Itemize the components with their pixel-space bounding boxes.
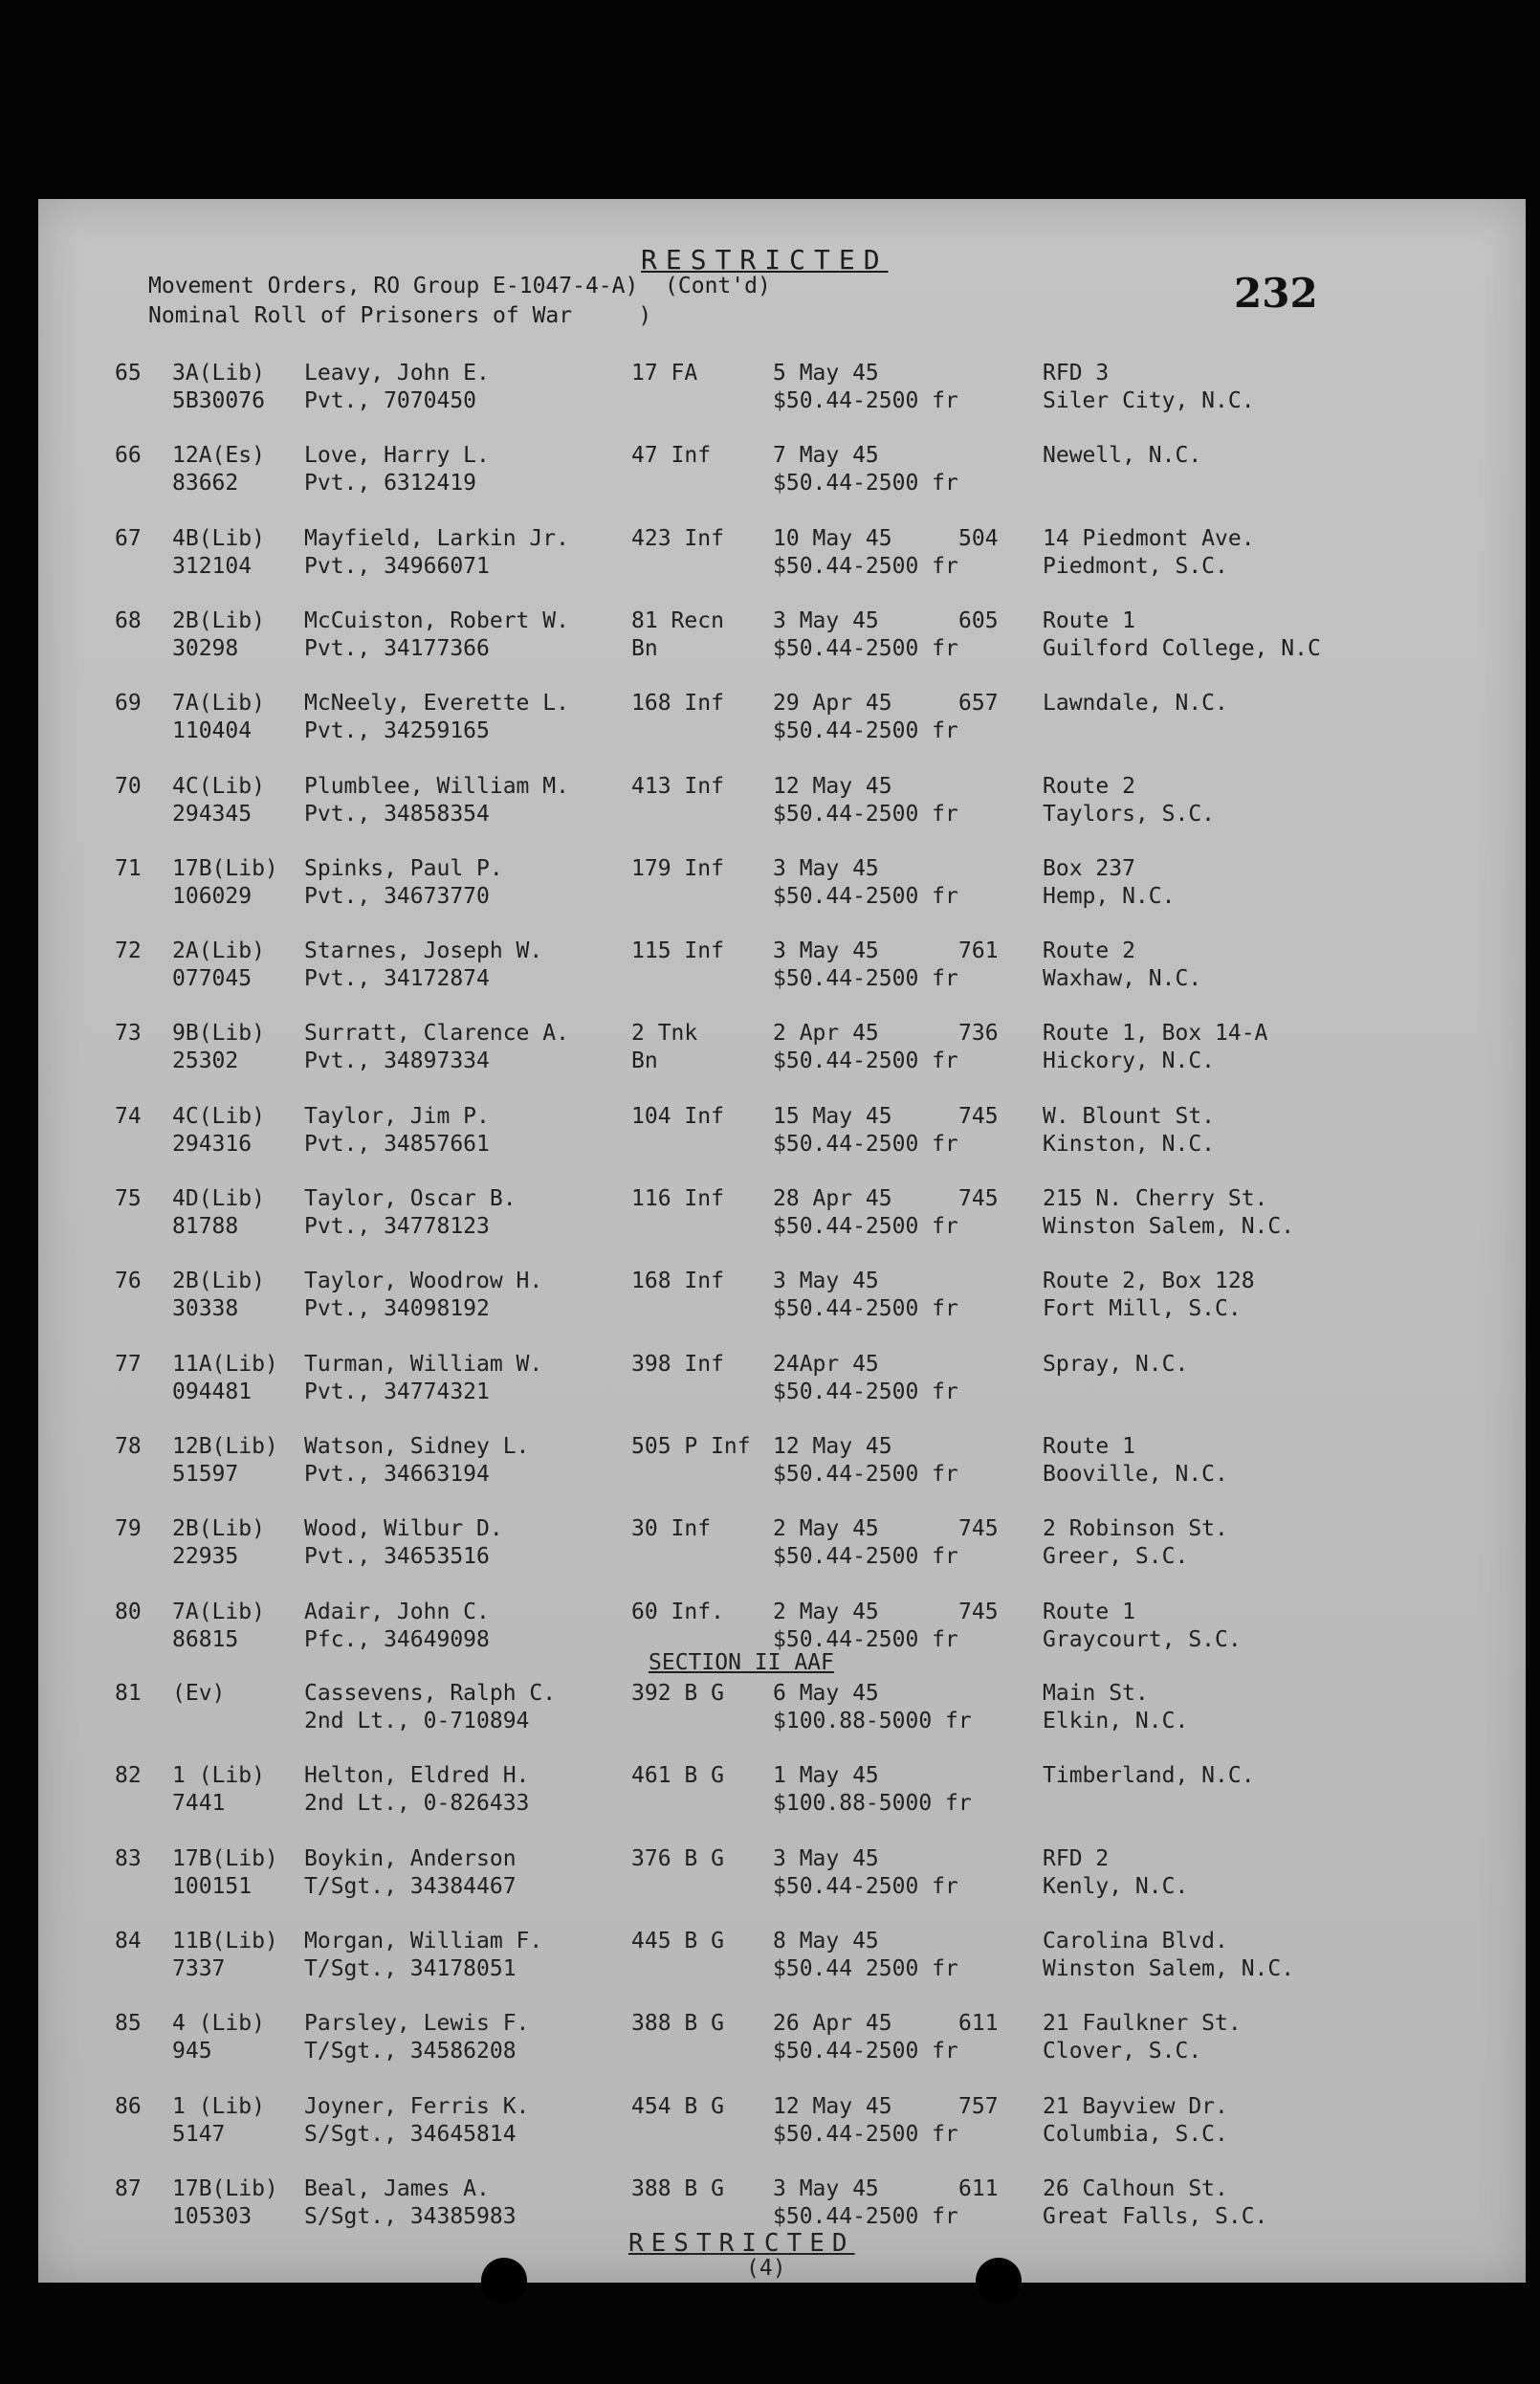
serial-line1: 2B(Lib)	[172, 607, 265, 633]
serial-line2: 294316	[172, 1131, 253, 1157]
serial-line2: 110404	[172, 718, 253, 744]
address-line1: Timberland, N.C.	[1043, 1763, 1255, 1789]
serial-line1: 4B(Lib)	[172, 525, 265, 551]
payment: $50.44-2500 fr	[773, 2203, 958, 2229]
entry-number: 85	[115, 2011, 142, 2037]
section-title: SECTION II AAF	[649, 1650, 834, 1675]
roster-entry	[0, 690, 1487, 753]
date: 3 May 45	[773, 938, 879, 964]
serial-line1: 4D(Lib)	[172, 1186, 265, 1211]
header-line-nominal-roll: Nominal Roll of Prisoners of War )	[148, 303, 652, 328]
address-line1: 215 N. Cherry St.	[1043, 1186, 1268, 1211]
serial-line1: 7A(Lib)	[172, 1599, 265, 1624]
payment: $100.88-5000 fr	[773, 1709, 972, 1733]
serial-line1: 1 (Lib)	[172, 1763, 265, 1789]
rank-serial: T/Sgt., 34178051	[304, 1955, 517, 1981]
serial-line2: 312104	[172, 553, 253, 579]
rank-serial: Pvt., 34673770	[304, 883, 490, 909]
code: 605	[958, 607, 999, 633]
entry-number: 80	[115, 1599, 142, 1624]
serial-line1: 4C(Lib)	[172, 773, 265, 799]
serial-line1: 1 (Lib)	[172, 2093, 265, 2119]
address-line2: Clover, S.C.	[1043, 2039, 1202, 2064]
unit: 81 Recn	[631, 607, 724, 633]
roster-entry	[0, 1103, 1487, 1166]
roster-entry	[0, 1515, 1487, 1578]
payment: $50.44-2500 fr	[773, 388, 958, 413]
name: McCuiston, Robert W.	[304, 607, 569, 633]
address-line2: Columbia, S.C.	[1043, 2121, 1228, 2147]
rank-serial: Pvt., 34177366	[304, 635, 490, 661]
payment: $50.44-2500 fr	[773, 966, 958, 992]
serial-line2: 5147	[172, 2121, 226, 2147]
payment: $50.44-2500 fr	[773, 1873, 958, 1899]
address-line1: RFD 2	[1043, 1845, 1110, 1871]
unit: 17 FA	[631, 361, 698, 386]
roster-entry	[0, 1928, 1487, 1991]
serial-line1: 9B(Lib)	[172, 1021, 265, 1047]
serial-line2: 945	[172, 2039, 212, 2064]
unit: 376 B G	[631, 1845, 724, 1871]
name: Joyner, Ferris K.	[304, 2093, 530, 2119]
date: 3 May 45	[773, 2175, 879, 2201]
name: Mayfield, Larkin Jr.	[304, 525, 569, 551]
name: McNeely, Everette L.	[304, 691, 569, 717]
serial-line2: 077045	[172, 966, 253, 992]
serial-line1: 4C(Lib)	[172, 1103, 265, 1129]
name: Boykin, Anderson	[304, 1845, 517, 1871]
date: 2 Apr 45	[773, 1021, 879, 1047]
classification-header: RESTRICTED	[641, 244, 889, 276]
roster-entry	[0, 525, 1487, 588]
roster-entry	[0, 1433, 1487, 1496]
unit-line2: Bn	[631, 1049, 658, 1074]
payment: $50.44-2500 fr	[773, 718, 958, 744]
date: 5 May 45	[773, 361, 879, 386]
entry-number: 81	[115, 1681, 142, 1706]
unit: 461 B G	[631, 1763, 724, 1789]
entry-number: 79	[115, 1516, 142, 1542]
rank-serial: S/Sgt., 34385983	[304, 2203, 517, 2229]
roster-entry	[0, 855, 1487, 918]
address-line1: Route 1, Box 14-A	[1043, 1021, 1268, 1047]
code: 745	[958, 1599, 999, 1624]
date: 8 May 45	[773, 1928, 879, 1954]
entry-number: 71	[115, 855, 142, 881]
unit: 505 P Inf	[631, 1433, 751, 1459]
roster-entry	[0, 1185, 1487, 1248]
unit: 388 B G	[631, 2011, 724, 2037]
entry-number: 83	[115, 1845, 142, 1871]
date: 29 Apr 45	[773, 691, 892, 717]
address-line2: Greer, S.C.	[1043, 1544, 1189, 1570]
address-line2: Siler City, N.C.	[1043, 388, 1255, 413]
name: Cassevens, Ralph C.	[304, 1681, 557, 1706]
name: Spinks, Paul P.	[304, 855, 503, 881]
name: Beal, James A.	[304, 2175, 490, 2201]
page-number: 232	[1234, 270, 1318, 317]
roster-entry	[0, 2093, 1487, 2156]
name: Leavy, John E.	[304, 361, 490, 386]
rank-serial: Pvt., 34897334	[304, 1049, 490, 1074]
unit: 454 B G	[631, 2093, 724, 2119]
unit: 398 Inf	[631, 1351, 724, 1377]
roster-entry	[0, 773, 1487, 836]
address-line1: 21 Faulkner St.	[1043, 2011, 1242, 2037]
address-line1: 2 Robinson St.	[1043, 1516, 1228, 1542]
date: 2 May 45	[773, 1516, 879, 1542]
roster-entry	[0, 360, 1487, 423]
rank-serial: Pvt., 34098192	[304, 1296, 490, 1322]
serial-line2: 106029	[172, 883, 253, 909]
payment: $50.44-2500 fr	[773, 1461, 958, 1487]
code: 745	[958, 1186, 999, 1211]
address-line1: Route 1	[1043, 1599, 1135, 1624]
payment: $50.44-2500 fr	[773, 1049, 958, 1074]
entry-number: 76	[115, 1269, 142, 1294]
rank-serial: Pvt., 34858354	[304, 801, 490, 827]
payment: $50.44-2500 fr	[773, 1626, 958, 1652]
serial-line2: 105303	[172, 2203, 253, 2229]
payment: $50.44-2500 fr	[773, 1544, 958, 1570]
unit: 413 Inf	[631, 773, 724, 799]
rank-serial: Pvt., 34966071	[304, 553, 490, 579]
serial-line1: 17B(Lib)	[172, 1845, 278, 1871]
binder-hole-right	[976, 2258, 1022, 2304]
date: 24Apr 45	[773, 1351, 879, 1377]
rank-serial: Pvt., 34774321	[304, 1379, 490, 1404]
name: Parsley, Lewis F.	[304, 2011, 530, 2037]
entry-number: 82	[115, 1763, 142, 1789]
serial-line1: 4 (Lib)	[172, 2011, 265, 2037]
date: 3 May 45	[773, 1269, 879, 1294]
serial-line2: 22935	[172, 1544, 239, 1570]
address-line2: Winston Salem, N.C.	[1043, 1955, 1295, 1981]
address-line1: Lawndale, N.C.	[1043, 691, 1228, 717]
date: 12 May 45	[773, 773, 892, 799]
serial-line2: 30338	[172, 1296, 239, 1322]
payment: $100.88-5000 fr	[773, 1791, 972, 1817]
entry-number: 84	[115, 1928, 142, 1954]
address-line1: Carolina Blvd.	[1043, 1928, 1228, 1954]
serial-line1: 17B(Lib)	[172, 2175, 278, 2201]
payment: $50.44-2500 fr	[773, 471, 958, 497]
code: 657	[958, 691, 999, 717]
serial-line1: 12B(Lib)	[172, 1433, 278, 1459]
address-line2: Booville, N.C.	[1043, 1461, 1228, 1487]
code: 611	[958, 2175, 999, 2201]
rank-serial: Pvt., 7070450	[304, 388, 477, 413]
rank-serial: 2nd Lt., 0-826433	[304, 1791, 530, 1817]
code: 745	[958, 1516, 999, 1542]
serial-line1: 2B(Lib)	[172, 1516, 265, 1542]
serial-line2: 86815	[172, 1626, 239, 1652]
payment: $50.44-2500 fr	[773, 1296, 958, 1322]
roster-entry	[0, 1351, 1487, 1414]
serial-line1: 2A(Lib)	[172, 938, 265, 964]
name: Taylor, Oscar B.	[304, 1186, 517, 1211]
address-line2: Great Falls, S.C.	[1043, 2203, 1268, 2229]
name: Taylor, Woodrow H.	[304, 1269, 543, 1294]
payment: $50.44-2500 fr	[773, 1379, 958, 1404]
address-line2: Graycourt, S.C.	[1043, 1626, 1242, 1652]
address-line2: Fort Mill, S.C.	[1043, 1296, 1242, 1322]
address-line2: Taylors, S.C.	[1043, 801, 1216, 827]
rank-serial: Pvt., 34653516	[304, 1544, 490, 1570]
unit: 30 Inf	[631, 1516, 712, 1542]
serial-line2: 294345	[172, 801, 253, 827]
address-line1: Route 1	[1043, 607, 1135, 633]
unit: 168 Inf	[631, 691, 724, 717]
date: 12 May 45	[773, 2093, 892, 2119]
rank-serial: S/Sgt., 34645814	[304, 2121, 517, 2147]
rank-serial: Pvt., 34857661	[304, 1131, 490, 1157]
binder-hole-left	[481, 2258, 527, 2304]
payment: $50.44 2500 fr	[773, 1955, 958, 1981]
date: 1 May 45	[773, 1763, 879, 1789]
serial-line2: 7441	[172, 1791, 226, 1817]
address-line1: Route 1	[1043, 1433, 1135, 1459]
name: Love, Harry L.	[304, 443, 490, 469]
entry-number: 78	[115, 1433, 142, 1459]
serial-line2: 100151	[172, 1873, 253, 1899]
serial-line2: 094481	[172, 1379, 253, 1404]
serial-line2: 81788	[172, 1214, 239, 1239]
payment: $50.44-2500 fr	[773, 2039, 958, 2064]
serial-line1: 11A(Lib)	[172, 1351, 278, 1377]
unit: 104 Inf	[631, 1103, 724, 1129]
unit: 2 Tnk	[631, 1021, 698, 1047]
payment: $50.44-2500 fr	[773, 1214, 958, 1239]
serial-line2: 25302	[172, 1049, 239, 1074]
code: 761	[958, 938, 999, 964]
entry-number: 86	[115, 2093, 142, 2119]
date: 10 May 45	[773, 525, 892, 551]
unit: 47 Inf	[631, 443, 712, 469]
entry-number: 68	[115, 607, 142, 633]
date: 6 May 45	[773, 1681, 879, 1706]
name: Starnes, Joseph W.	[304, 938, 543, 964]
date: 3 May 45	[773, 855, 879, 881]
roster-entry	[0, 1762, 1487, 1825]
address-line1: Box 237	[1043, 855, 1135, 881]
rank-serial: Pvt., 34778123	[304, 1214, 490, 1239]
entry-number: 70	[115, 773, 142, 799]
address-line1: Route 2, Box 128	[1043, 1269, 1255, 1294]
rank-serial: 2nd Lt., 0-710894	[304, 1709, 530, 1733]
unit: 388 B G	[631, 2175, 724, 2201]
date: 28 Apr 45	[773, 1186, 892, 1211]
address-line1: Main St.	[1043, 1681, 1149, 1706]
rank-serial: Pfc., 34649098	[304, 1626, 490, 1652]
roster-entry	[0, 1268, 1487, 1331]
serial-line2: 83662	[172, 471, 239, 497]
address-line1: Spray, N.C.	[1043, 1351, 1189, 1377]
serial-line1: 11B(Lib)	[172, 1928, 278, 1954]
entry-number: 66	[115, 443, 142, 469]
payment: $50.44-2500 fr	[773, 883, 958, 909]
name: Turman, William W.	[304, 1351, 543, 1377]
serial-line1: 17B(Lib)	[172, 855, 278, 881]
address-line1: 21 Bayview Dr.	[1043, 2093, 1228, 2119]
name: Taylor, Jim P.	[304, 1103, 490, 1129]
code: 757	[958, 2093, 999, 2119]
roster-entry	[0, 1020, 1487, 1083]
address-line1: Route 2	[1043, 773, 1135, 799]
roster-entry	[0, 1845, 1487, 1909]
roster-entry	[0, 1680, 1487, 1743]
unit: 423 Inf	[631, 525, 724, 551]
address-line2: Hickory, N.C.	[1043, 1049, 1216, 1074]
rank-serial: Pvt., 34259165	[304, 718, 490, 744]
roster-entry	[0, 938, 1487, 1001]
serial-line1: (Ev)	[172, 1681, 226, 1706]
entry-number: 87	[115, 2175, 142, 2201]
entry-number: 65	[115, 361, 142, 386]
date: 12 May 45	[773, 1433, 892, 1459]
serial-line1: 3A(Lib)	[172, 361, 265, 386]
unit: 445 B G	[631, 1928, 724, 1954]
address-line2: Winston Salem, N.C.	[1043, 1214, 1295, 1239]
name: Adair, John C.	[304, 1599, 490, 1624]
serial-line1: 7A(Lib)	[172, 691, 265, 717]
unit: 116 Inf	[631, 1186, 724, 1211]
address-line2: Hemp, N.C.	[1043, 883, 1176, 909]
address-line1: RFD 3	[1043, 361, 1110, 386]
classification-footer: RESTRICTED	[628, 2229, 855, 2258]
entry-number: 67	[115, 525, 142, 551]
serial-line2: 51597	[172, 1461, 239, 1487]
entry-number: 75	[115, 1186, 142, 1211]
rank-serial: T/Sgt., 34586208	[304, 2039, 517, 2064]
date: 15 May 45	[773, 1103, 892, 1129]
address-line2: Elkin, N.C.	[1043, 1709, 1189, 1733]
name: Helton, Eldred H.	[304, 1763, 530, 1789]
serial-line2: 5B30076	[172, 388, 265, 413]
name: Surratt, Clarence A.	[304, 1021, 569, 1047]
date: 7 May 45	[773, 443, 879, 469]
payment: $50.44-2500 fr	[773, 635, 958, 661]
name: Watson, Sidney L.	[304, 1433, 530, 1459]
rank-serial: Pvt., 34172874	[304, 966, 490, 992]
date: 3 May 45	[773, 1845, 879, 1871]
code: 745	[958, 1103, 999, 1129]
address-line2: Waxhaw, N.C.	[1043, 966, 1202, 992]
entry-number: 73	[115, 1021, 142, 1047]
unit-line2: Bn	[631, 635, 658, 661]
serial-line1: 12A(Es)	[172, 443, 265, 469]
rank-serial: T/Sgt., 34384467	[304, 1873, 517, 1899]
code: 611	[958, 2011, 999, 2037]
payment: $50.44-2500 fr	[773, 801, 958, 827]
header-line-movement-orders: Movement Orders, RO Group E-1047-4-A) (Cont'd)	[148, 274, 771, 298]
unit: 60 Inf.	[631, 1599, 724, 1624]
code: 504	[958, 525, 999, 551]
address-line1: W. Blount St.	[1043, 1103, 1216, 1129]
rank-serial: Pvt., 34663194	[304, 1461, 490, 1487]
address-line2: Kinston, N.C.	[1043, 1131, 1216, 1157]
serial-line1: 2B(Lib)	[172, 1269, 265, 1294]
address-line1: Route 2	[1043, 938, 1135, 964]
roster-entry	[0, 442, 1487, 505]
address-line1: 14 Piedmont Ave.	[1043, 525, 1255, 551]
name: Plumblee, William M.	[304, 773, 569, 799]
unit: 115 Inf	[631, 938, 724, 964]
address-line2: Kenly, N.C.	[1043, 1873, 1189, 1899]
unit: 168 Inf	[631, 1269, 724, 1294]
entry-number: 77	[115, 1351, 142, 1377]
date: 26 Apr 45	[773, 2011, 892, 2037]
entry-number: 74	[115, 1103, 142, 1129]
address-line2: Piedmont, S.C.	[1043, 553, 1228, 579]
date: 2 May 45	[773, 1599, 879, 1624]
entry-number: 69	[115, 691, 142, 717]
address-line1: 26 Calhoun St.	[1043, 2175, 1228, 2201]
address-line1: Newell, N.C.	[1043, 443, 1202, 469]
address-line2: Guilford College, N.C	[1043, 635, 1321, 661]
payment: $50.44-2500 fr	[773, 553, 958, 579]
name: Morgan, William F.	[304, 1928, 543, 1954]
code: 736	[958, 1021, 999, 1047]
date: 3 May 45	[773, 607, 879, 633]
footer-page-number: (4)	[746, 2256, 786, 2281]
roster-entry	[0, 607, 1487, 671]
payment: $50.44-2500 fr	[773, 1131, 958, 1157]
payment: $50.44-2500 fr	[773, 2121, 958, 2147]
rank-serial: Pvt., 6312419	[304, 471, 477, 497]
name: Wood, Wilbur D.	[304, 1516, 503, 1542]
entry-number: 72	[115, 938, 142, 964]
unit: 179 Inf	[631, 855, 724, 881]
serial-line2: 7337	[172, 1955, 226, 1981]
serial-line2: 30298	[172, 635, 239, 661]
unit: 392 B G	[631, 1681, 724, 1706]
roster-entry	[0, 2010, 1487, 2073]
